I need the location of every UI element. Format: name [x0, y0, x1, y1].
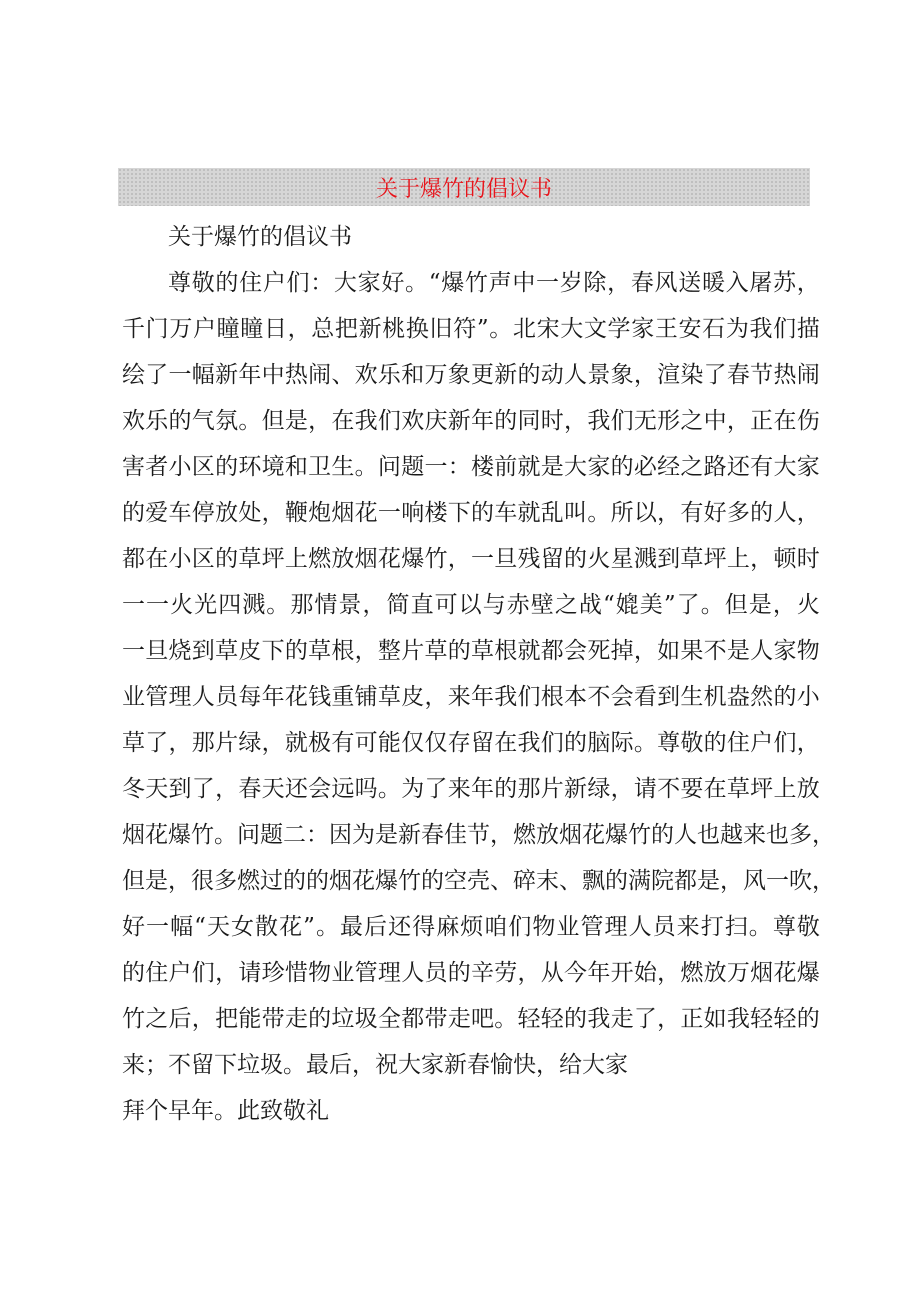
text-line: 竹 之 后 ， 把 能 带 走 的 垃 圾 全 都 带 走 吧 。 轻 轻 的 我 走 了 ， 正 如 我 轻 轻 的	[122, 1006, 820, 1032]
text-line: 千 门 万 户 瞳 瞳 日 ， 总 把 新 桃 换 旧 符 ” 。 北 宋 大 文 学 家 王 安 石 为 我 们 描	[122, 316, 820, 342]
letter-heading-line: 关于爆竹的倡议书	[168, 224, 352, 250]
text-line: 但 是 ， 很 多 燃 过 的 的 烟 花 爆 竹 的 空 壳 、 碎 末 、 飘 的 满 院 都 是 ， 风 一 吹 ，	[122, 868, 835, 894]
text-line: 一 一 火 光 四 溅 。 那 情 景 ， 简 直 可 以 与 赤 壁 之 战 “ 媲 美 ” 了 。 但 是 ， 火	[122, 592, 820, 618]
text-line: 草 了 ， 那 片 绿 ， 就 极 有 可 能 仅 仅 存 留 在 我 们 的 脑 际 。 尊 敬 的 住 户 们 ，	[122, 730, 820, 756]
text-line: 都 在 小 区 的 草 坪 上 燃 放 烟 花 爆 竹 ， 一 旦 残 留 的 火 星 溅 到 草 坪 上 ， 顿 时	[122, 546, 820, 572]
letter-body	[122, 214, 835, 1134]
text-line: 烟 花 爆 竹 。 问 题 二 ： 因 为 是 新 春 佳 节 ， 燃 放 烟 花 爆 竹 的 人 也 越 来 也 多 ，	[122, 822, 835, 848]
text-line: 的 爱 车 停 放 处 ， 鞭 炮 烟 花 一 响 楼 下 的 车 就 乱 叫 。 所 以 ， 有 好 多 的 人 ，	[122, 500, 820, 526]
text-line: 的 住 户 们 ， 请 珍 惜 物 业 管 理 人 员 的 辛 劳 ， 从 今 年 开 始 ， 燃 放 万 烟 花 爆	[122, 960, 820, 986]
text-line: 冬 天 到 了 ， 春 天 还 会 远 吗 。 为 了 来 年 的 那 片 新 绿 ， 请 不 要 在 草 坪 上 放	[122, 776, 820, 802]
text-line: 欢 乐 的 气 氛 。 但 是 ， 在 我 们 欢 庆 新 年 的 同 时 ， 我 们 无 形 之 中 ， 正 在 伤	[122, 408, 820, 434]
text-line: 一 旦 烧 到 草 皮 下 的 草 根 ， 整 片 草 的 草 根 就 都 会 死 掉 ， 如 果 不 是 人 家 物	[122, 638, 820, 664]
text-line: 害 者 小 区 的 环 境 和 卫 生 。 问 题 一 ： 楼 前 就 是 大 家 的 必 经 之 路 还 有 大 家	[122, 454, 820, 480]
text-line: 来；不留下垃圾。最后，祝大家新春愉快，给大家	[122, 1052, 628, 1078]
title-banner	[118, 168, 810, 206]
text-line: 好 一 幅 “ 天 女 散 花 ” 。 最 后 还 得 麻 烦 咱 们 物 业 管 理 人 员 来 打 扫 。 尊 敬	[122, 914, 820, 940]
text-line: 绘 了 一 幅 新 年 中 热 闹 、 欢 乐 和 万 象 更 新 的 动 人 景 象 ， 渲 染 了 春 节 热 闹	[122, 362, 820, 388]
banner-title: 关于爆竹的倡议书	[375, 176, 552, 202]
text-line: 尊 敬 的 住 户 们 ： 大 家 好 。 “ 爆 竹 声 中 一 岁 除 ， 春 风 送 暖 入 屠 苏 ，	[168, 270, 820, 296]
text-line: 拜个早年。此致敬礼	[122, 1098, 329, 1124]
text-line: 业 管 理 人 员 每 年 花 钱 重 铺 草 皮 ， 来 年 我 们 根 本 不 会 看 到 生 机 盎 然 的 小	[122, 684, 820, 710]
